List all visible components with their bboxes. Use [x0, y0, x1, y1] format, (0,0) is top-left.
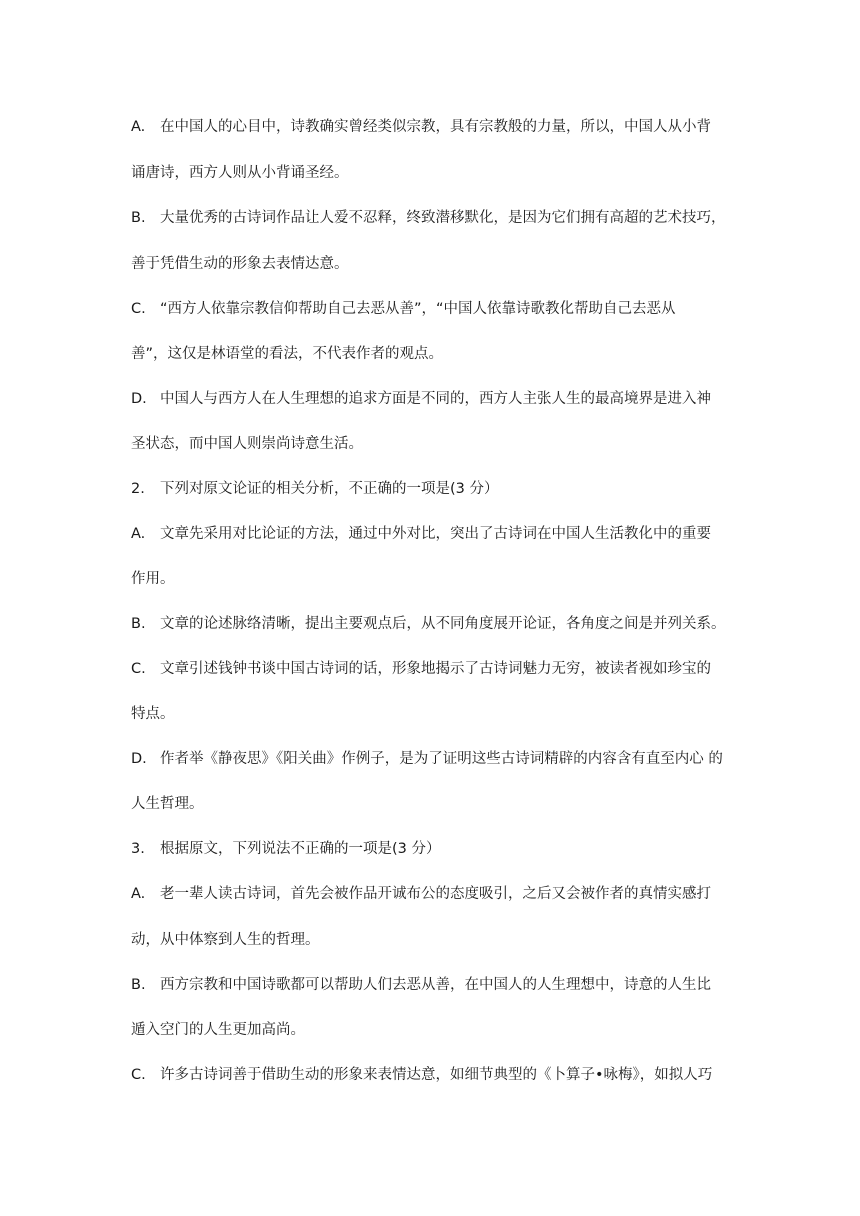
question-heading — [131, 839, 741, 859]
item-label: B. — [131, 977, 146, 993]
item-label: C. — [131, 301, 146, 317]
text-line — [131, 704, 741, 724]
line-text: 老一辈人读古诗词，首先会被作品开诚布公的态度吸引，之后又会被作者的真情实感打 — [160, 886, 711, 902]
line-text: 遁入空门的人生更加高尚。 — [131, 1022, 305, 1038]
line-text: 人生哲理。 — [131, 796, 204, 812]
text-line — [131, 614, 741, 634]
text-line — [131, 569, 741, 589]
line-text: 诵唐诗，西方人则从小背诵圣经。 — [131, 165, 349, 181]
text-line — [131, 524, 741, 544]
text-line — [131, 344, 741, 364]
item-label: B. — [131, 210, 146, 226]
item-label: A. — [131, 119, 146, 135]
line-text: 动，从中体察到人生的哲理。 — [131, 932, 320, 948]
item-label: A. — [131, 526, 146, 542]
item-label: D. — [131, 751, 147, 767]
line-text: 文章的论述脉络清晰，提出主要观点后，从不同角度展开论证，各角度之间是并列关系。 — [160, 616, 726, 632]
question-text: 根据原文，下列说法不正确的一项是(3 分） — [160, 841, 441, 857]
text-line — [131, 299, 741, 319]
line-text: 西方宗教和中国诗歌都可以帮助人们去恶从善，在中国人的人生理想中，诗意的人生比 — [160, 977, 711, 993]
text-line — [131, 117, 741, 137]
text-line — [131, 1020, 741, 1040]
line-text: 圣状态，而中国人则崇尚诗意生活。 — [131, 436, 363, 452]
line-text: 善于凭借生动的形象去表情达意。 — [131, 256, 349, 272]
line-text: 中国人与西方人在人生理想的追求方面是不同的，西方人主张人生的最高境界是进入神 — [160, 391, 711, 407]
line-text: 作者举《静夜思》《阳关曲》作例子，是为了证明这些古诗词精辟的内容含有直至内心 的 — [160, 751, 723, 767]
line-text: 特点。 — [131, 706, 175, 722]
line-text: “西方人依靠宗教信仰帮助自己去恶从善”，“中国人依靠诗歌教化帮助自己去恶从 — [160, 301, 676, 317]
question-heading — [131, 479, 741, 499]
text-line — [131, 749, 741, 769]
text-line — [131, 1065, 741, 1085]
line-text: 文章引述钱钟书谈中国古诗词的话，形象地揭示了古诗词魅力无穷，被读者视如珍宝的 — [160, 661, 711, 677]
line-text: 许多古诗词善于借助生动的形象来表情达意，如细节典型的《卜算子•咏梅》，如拟人巧 — [160, 1067, 713, 1083]
line-text: 文章先采用对比论证的方法，通过中外对比，突出了古诗词在中国人生活教化中的重要 — [160, 526, 711, 542]
text-line — [131, 163, 741, 183]
line-text: 大量优秀的古诗词作品让人爱不忍释，终致潜移默化，是因为它们拥有高超的艺术技巧， — [160, 210, 726, 226]
text-line — [131, 208, 741, 228]
item-label: D. — [131, 391, 147, 407]
text-line — [131, 794, 741, 814]
text-line — [131, 254, 741, 274]
line-text: 在中国人的心目中，诗教确实曾经类似宗教，具有宗教般的力量，所以，中国人从小背 — [160, 119, 711, 135]
text-line — [131, 659, 741, 679]
question-text: 下列对原文论证的相关分析，不正确的一项是(3 分） — [160, 481, 499, 497]
question-number: 2. — [131, 481, 145, 497]
text-line — [131, 975, 741, 995]
text-line — [131, 884, 741, 904]
line-text: 作用。 — [131, 571, 175, 587]
text-line — [131, 434, 741, 454]
item-label: A. — [131, 886, 146, 902]
text-line — [131, 389, 741, 409]
item-label: C. — [131, 661, 146, 677]
question-number: 3. — [131, 841, 145, 857]
item-label: B. — [131, 616, 146, 632]
line-text: 善”，这仅是林语堂的看法，不代表作者的观点。 — [131, 346, 444, 362]
item-label: C. — [131, 1067, 146, 1083]
text-line — [131, 930, 741, 950]
